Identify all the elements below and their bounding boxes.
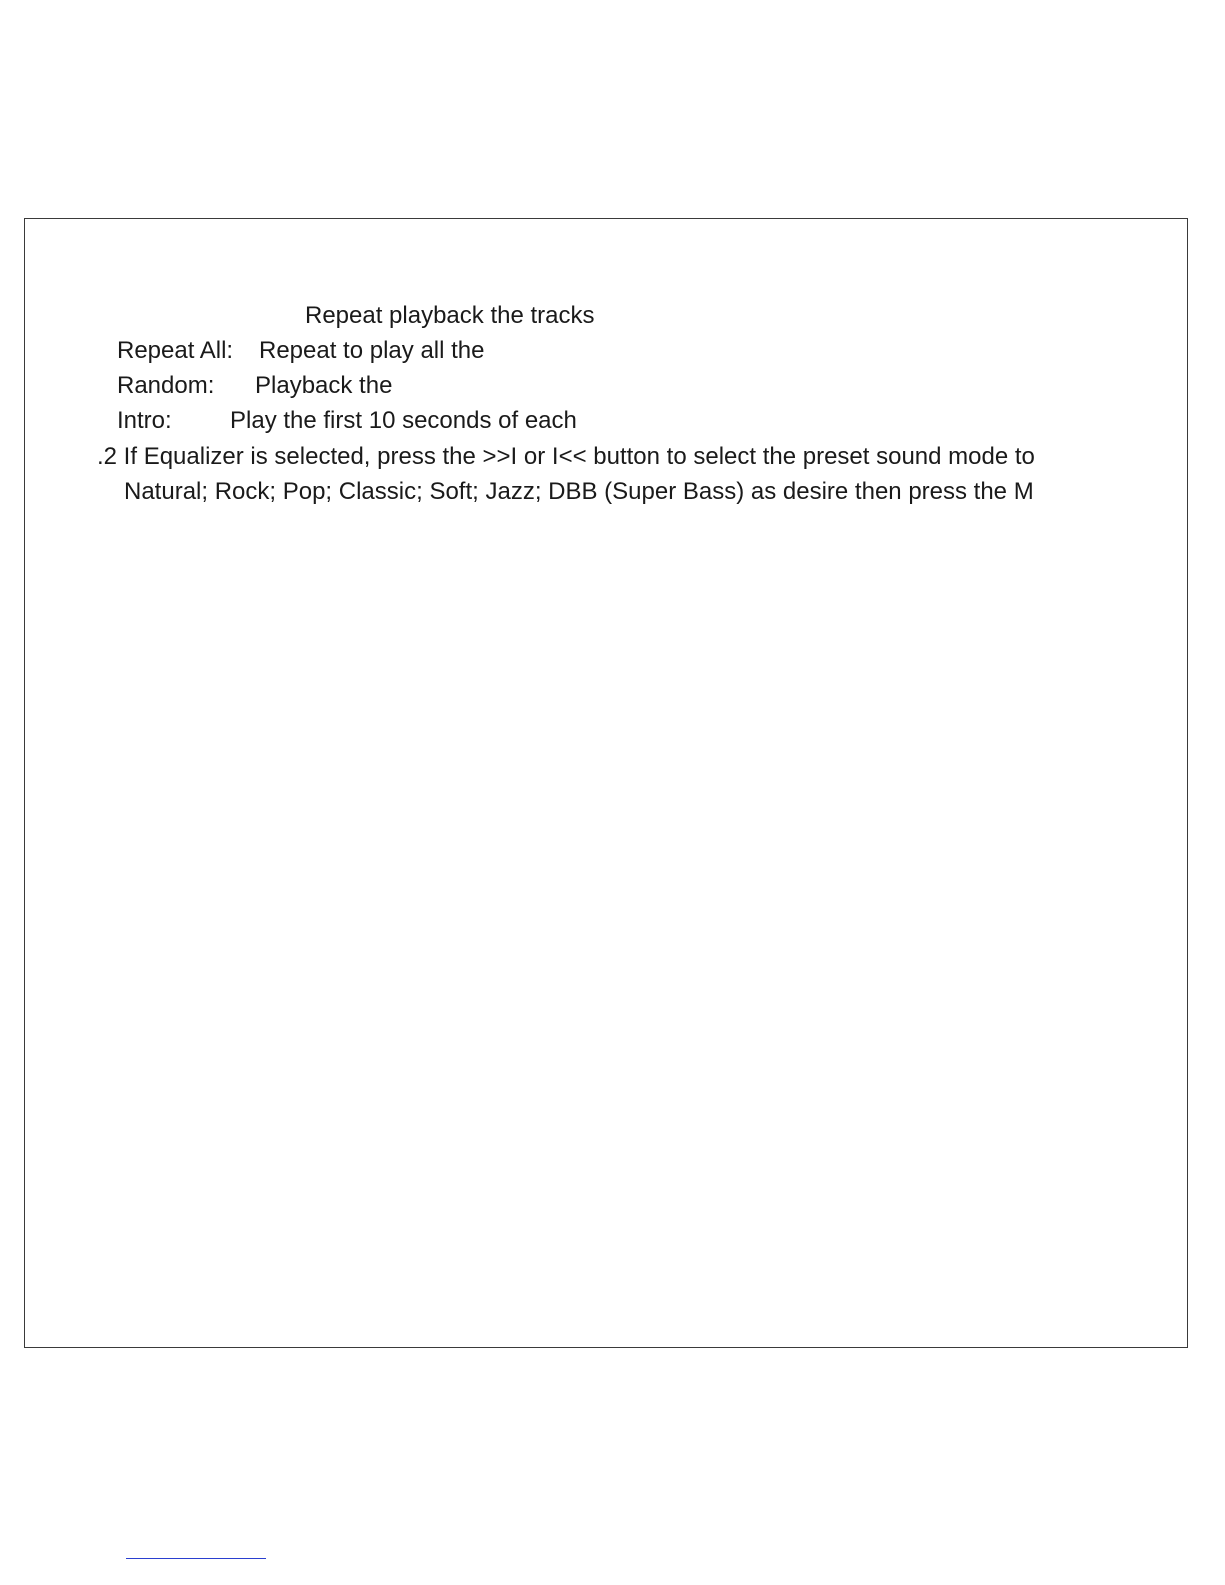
repeat-all-label: Repeat All: (117, 337, 234, 364)
intro-label: Intro: (117, 407, 172, 434)
equalizer-modes-list: Natural; Rock; Pop; Classic; Soft; Jazz; DBB (Super Bass) as desire then press the M (124, 478, 1034, 505)
intro-description: Play the first 10 seconds of each (230, 407, 577, 434)
random-description: Playback the (255, 372, 393, 399)
equalizer-instruction: .2 If Equalizer is selected, press the >>I or I<< button to select the preset sound mode to (97, 443, 1035, 470)
footer-underline (126, 1558, 266, 1559)
repeat-one-description: Repeat playback the tracks (305, 302, 595, 329)
repeat-all-description: Repeat to play all the (259, 337, 485, 364)
random-label: Random: (117, 372, 215, 399)
